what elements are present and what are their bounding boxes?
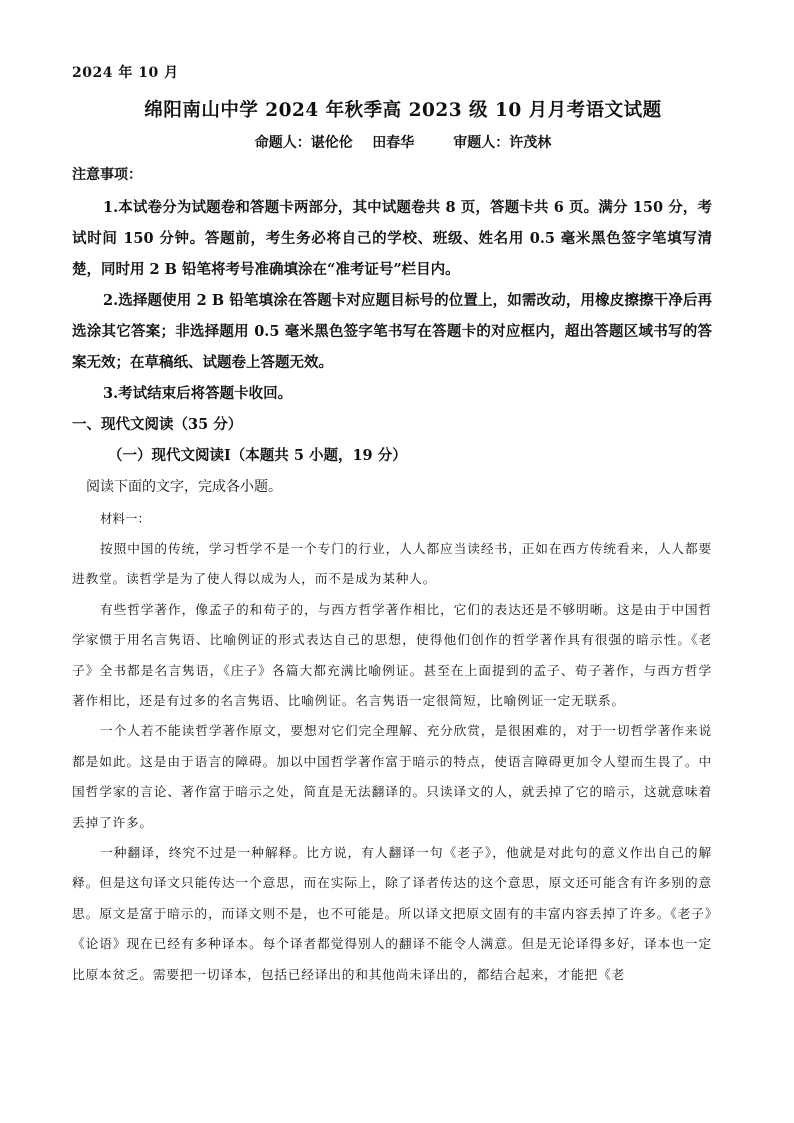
note-item-1: 1.本试卷分为试题卷和答题卡两部分，其中试题卷共 8 页，答题卡共 6 页。满分 150 分，考试时间 150 分钟。答题前，考生务必将自己的学校、班级、姓名用 0.5 毫米黑色签字笔填写清楚，同时用 2 B 铅笔将考号准确填涂在“准考证号”栏目内。	[72, 199, 712, 278]
passage-paragraph-2: 有些哲学著作，像孟子的和荀子的，与西方哲学著作相比，它们的表达还是不够明晰。这是由于中国哲学家惯于用名言隽语、比喻例证的形式表达自己的思想，使得他们创作的哲学著作具有很强的暗示性。《老子》全书都是名言隽语，《庄子》各篇大都充满比喻例证。甚至在上面提到的孟子、荀子著作，与西方哲学著作相比，还是有过多的名言隽语、比喻例证。名言隽语一定很简短，比喻例证一定无联系。	[72, 601, 712, 709]
subsection-heading: （一）现代文阅读Ⅰ（本题共 5 小题，19 分）	[108, 447, 407, 464]
exam-date: 2024 年 10 月	[72, 65, 179, 81]
passage-paragraph-3: 一个人若不能读哲学著作原文，要想对它们完全理解、充分欣赏，是很困难的，对于一切哲学著作来说都是如此。这是由于语言的障碍。加以中国哲学著作富于暗示的特点，使语言障碍更加令人望而生畏了。中国哲学家的言论、著作富于暗示之处，简直是无法翻译的。只读译文的人，就丢掉了它的暗示，这就意味着丢掉了许多。	[72, 723, 712, 830]
exam-title: 绵阳南山中学 2024 年秋季高 2023 级 10 月月考语文试题	[144, 100, 662, 121]
exam-authors: 命题人：谌伦伦 田春华 审题人：许茂林	[254, 135, 552, 151]
passage-paragraph-4: 一种翻译，终究不过是一种解释。比方说，有人翻译一句《老子》，他就是对此句的意义作出自己的解释。但是这句译文只能传达一个意思，而在实际上，除了译者传达的这个意思，原文还可能含有许多别的意思。原文是富于暗示的，而译文则不是，也不可能是。所以译文把原文固有的丰富内容丢掉了许多。《老子》《论语》现在已经有多种译本。每个译者都觉得别人的翻译不能令人满意。但是无论译得多好，译本也一定比原本贫乏。需要把一切译本，包括已经译出的和其他尚未译出的，都结合起来，才能把《老	[72, 845, 712, 982]
material-label: 材料一：	[100, 511, 151, 526]
section-heading: 一、现代文阅读（35 分）	[72, 416, 243, 433]
passage-paragraph-1: 按照中国的传统，学习哲学不是一个专门的行业，人人都应当读经书，正如在西方传统看来，人人都要进教堂。读哲学是为了使人得以成为人，而不是成为某种人。	[72, 541, 712, 587]
note-item-2: 2.选择题使用 2 B 铅笔填涂在答题卡对应题目标号的位置上，如需改动，用橡皮擦擦干净后再选涂其它答案；非选择题用 0.5 毫米黑色签字笔书写在答题卡的对应框内，超出答题区域书写的答案无效；在草稿纸、试题卷上答题无效。	[72, 292, 712, 371]
note-item-3: 3.考试结束后将答题卡收回。	[103, 385, 293, 402]
reading-instruction: 阅读下面的文字，完成各小题。	[86, 479, 282, 495]
notes-heading: 注意事项：	[72, 167, 142, 183]
